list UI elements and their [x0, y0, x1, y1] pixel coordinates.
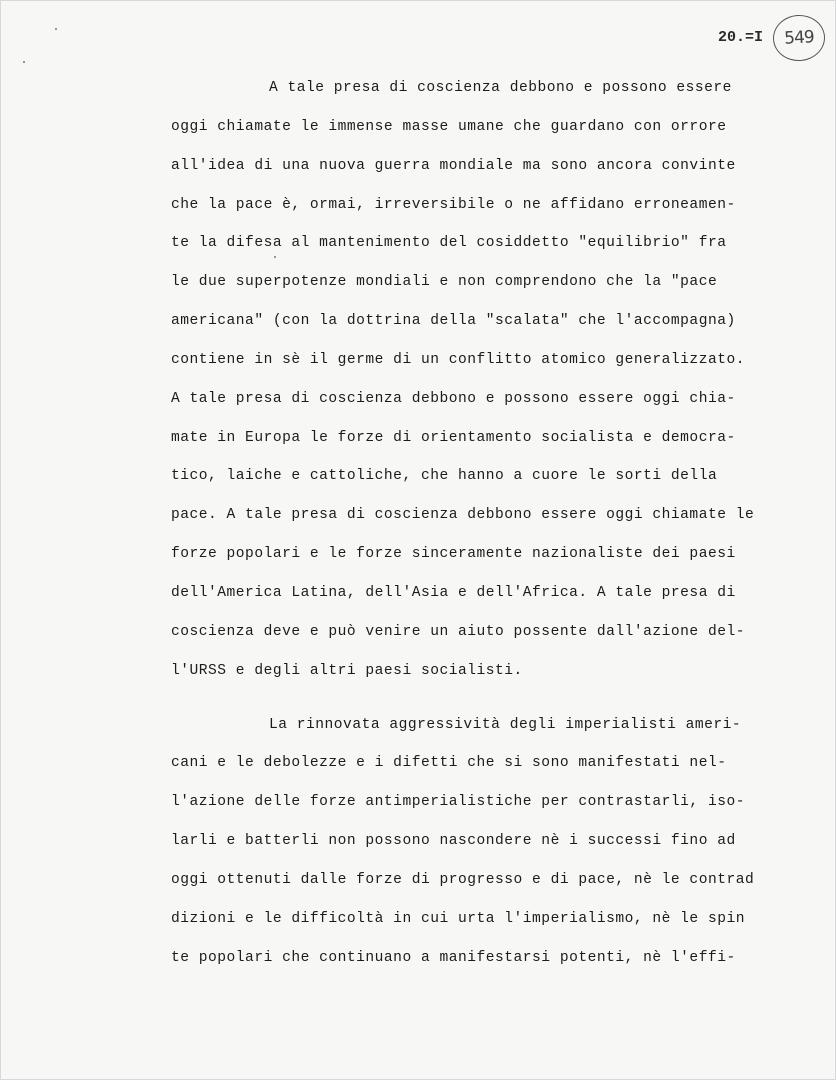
- text-line: La rinnovata aggressività degli imperialisti ameri-: [269, 716, 742, 733]
- page-number: 20.=I: [718, 29, 764, 46]
- text-line: contiene in sè il germe di un conflitto atomico generalizzato.: [171, 351, 745, 368]
- text-line: A tale presa di coscienza debbono e possono essere: [269, 80, 732, 96]
- text-line: che la pace è, ormai, irreversibile o ne affidano erroneamen-: [171, 196, 736, 213]
- text-line: te la difesa al mantenimento del cosiddetto "equilibrio" fra: [171, 235, 727, 252]
- text-line: l'azione delle forze antimperialistiche per contrastarli, iso-: [171, 794, 745, 811]
- text-line: pace. A tale presa di coscienza debbono essere oggi chiamate le: [171, 507, 755, 524]
- paper-speck: [55, 28, 57, 30]
- text-line: tico, laiche e cattoliche, che hanno a cuore le sorti della: [171, 468, 718, 485]
- paper-speck: [274, 256, 276, 258]
- typed-text-body: [171, 69, 811, 977]
- text-line: le due superpotenze mondiali e non comprendono che la "pace: [171, 274, 718, 291]
- paragraph-1: [171, 69, 811, 691]
- text-line: dizioni e le difficoltà in cui urta l'imperialismo, nè le spin: [171, 910, 745, 927]
- text-line: mate in Europa le forze di orientamento socialista e democra-: [171, 429, 736, 446]
- text-line: larli e batterli non possono nascondere nè i successi fino ad: [171, 833, 736, 850]
- text-line: all'idea di una nuova guerra mondiale ma sono ancora convinte: [171, 157, 736, 174]
- text-line: l'URSS e degli altri paesi socialisti.: [171, 662, 523, 679]
- paragraph-gap: [171, 691, 811, 706]
- text-line: dell'America Latina, dell'Asia e dell'Africa. A tale presa di: [171, 584, 736, 601]
- paragraph-2: [171, 706, 811, 978]
- text-line: te popolari che continuano a manifestarsi potenti, nè l'effi-: [171, 949, 736, 966]
- text-line: oggi ottenuti dalle forze di progresso e di pace, nè le contrad: [171, 871, 755, 888]
- paper-speck: [23, 61, 25, 63]
- text-line: cani e le debolezze e i difetti che si sono manifestati nel-: [171, 755, 727, 772]
- text-line: americana" (con la dottrina della "scalata" che l'accompagna): [171, 313, 736, 330]
- text-line: forze popolari e le forze sinceramente nazionaliste dei paesi: [171, 546, 736, 563]
- text-line: oggi chiamate le immense masse umane che guardano con orrore: [171, 118, 727, 135]
- text-line: A tale presa di coscienza debbono e possono essere oggi chia-: [171, 390, 736, 407]
- archive-stamp: 549: [772, 14, 826, 63]
- text-line: coscienza deve e può venire un aiuto possente dall'azione del-: [171, 623, 745, 640]
